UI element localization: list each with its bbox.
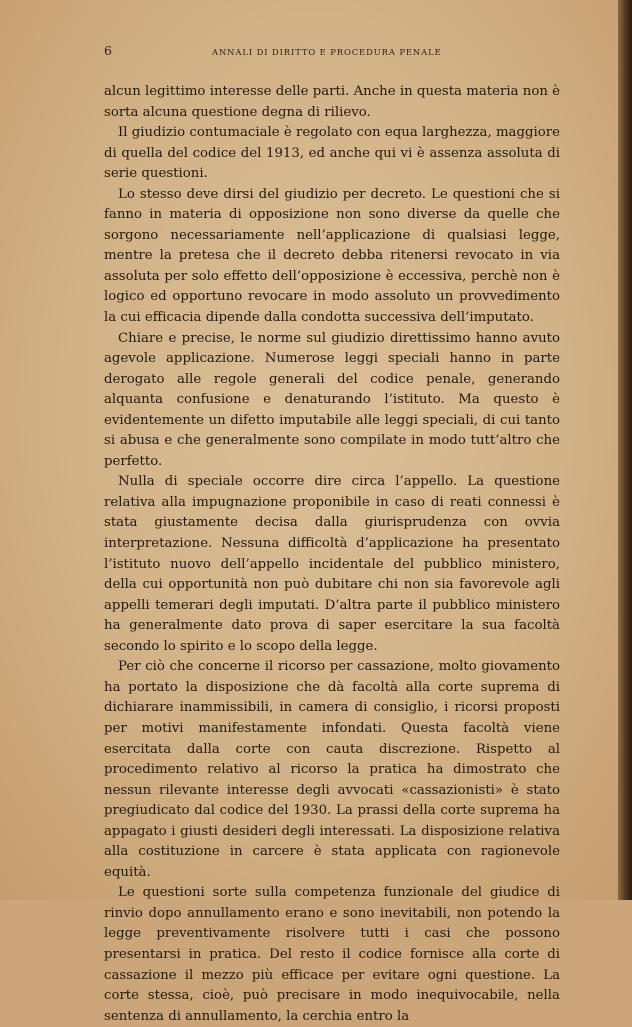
paragraph: Il giudizio contumaciale è regolato con equa larghezza, maggiore di quella del codice del 1913, ed anche qui vi è assenza assoluta di serie questioni. bbox=[104, 125, 560, 182]
page-number: 6 bbox=[104, 43, 112, 58]
page-header bbox=[104, 44, 560, 58]
paragraph: Lo stesso deve dirsi del giudizio per decreto. Le questioni che si fanno in materia di opposizione non sono diverse da quelle che sorgono necessariamente nell’applicazione di qualsiasi legge, mentre la pretesa che il decreto debba ritenersi revocato in via assoluta per solo effetto dell’opposizione è eccessiva, perchè non è logico ed opportuno revocare in modo assoluto un provvedimento la cui efficacia dipende dalla condotta successiva dell’imputato. bbox=[104, 186, 560, 326]
paragraph: alcun legittimo interesse delle parti. Anche in questa materia non è sorta alcuna questione degna di rilievo. bbox=[104, 84, 560, 120]
book-spine-edge bbox=[618, 0, 632, 900]
paragraph: Le questioni sorte sulla competenza funzionale del giudice di rinvio dopo annullamento erano e sono inevitabili, non potendo la legge preventivamente risolvere tutti i casi che possono presentarsi in pratica. Del resto il codice fornisce alla corte di cassazione il mezzo più efficace per evitare ogni questione. La corte stessa, cioè, può precisare in modo inequivocabile, nella sentenza di annullamento, la cerchia entro la bbox=[104, 885, 560, 1024]
paragraph: Chiare e precise, le norme sul giudizio direttissimo hanno avuto agevole applicazione. Numerose leggi speciali hanno in parte derogato alle regole generali del codice penale, generando alquanta confusione e denaturando l’istituto. Ma questo è evidentemente un difetto imputabile alle leggi speciali, di cui tanto si abusa e che generalmente sono compilate in modo tutt’altro che perfetto. bbox=[104, 330, 560, 469]
running-title: ANNALI DI DIRITTO E PROCEDURA PENALE bbox=[212, 47, 442, 57]
body-text bbox=[104, 82, 560, 1027]
paragraph: Nulla di speciale occorre dire circa l’appello. La questione relativa alla impugnazione proponibile in caso di reati connessi è stata giustamente decisa dalla giurisprudenza con ovvia interpretazione. Nessuna difficoltà d’applicazione ha presentato l’istituto nuovo dell’appello incidentale del pubblico ministero, della cui opportunità non può dubitare chi non sia favorevole agli appelli temerari degli imputati. D’altra parte il pubblico ministero ha generalmente dato prova di saper esercitare la sua facoltà secondo lo spirito e lo scopo della legge. bbox=[104, 474, 560, 654]
paragraph: Per ciò che concerne il ricorso per cassazione, molto giovamento ha portato la disposizione che dà facoltà alla corte suprema di dichiarare inammissibili, in camera di consiglio, i ricorsi proposti per motivi manifestamente infondati. Questa facoltà viene esercitata dalla corte con cauta discrezione. Rispetto al procedimento relativo al ricorso la pratica ha dimostrato che nessun rilevante interesse degli avvocati «cassazionisti» è stato pregiudicato dal codice del 1930. La prassi della corte suprema ha appagato i giusti desideri degli interessati. La disposizione relativa alla costituzione in carcere è stata applicata con ragionevole equità. bbox=[104, 659, 560, 880]
